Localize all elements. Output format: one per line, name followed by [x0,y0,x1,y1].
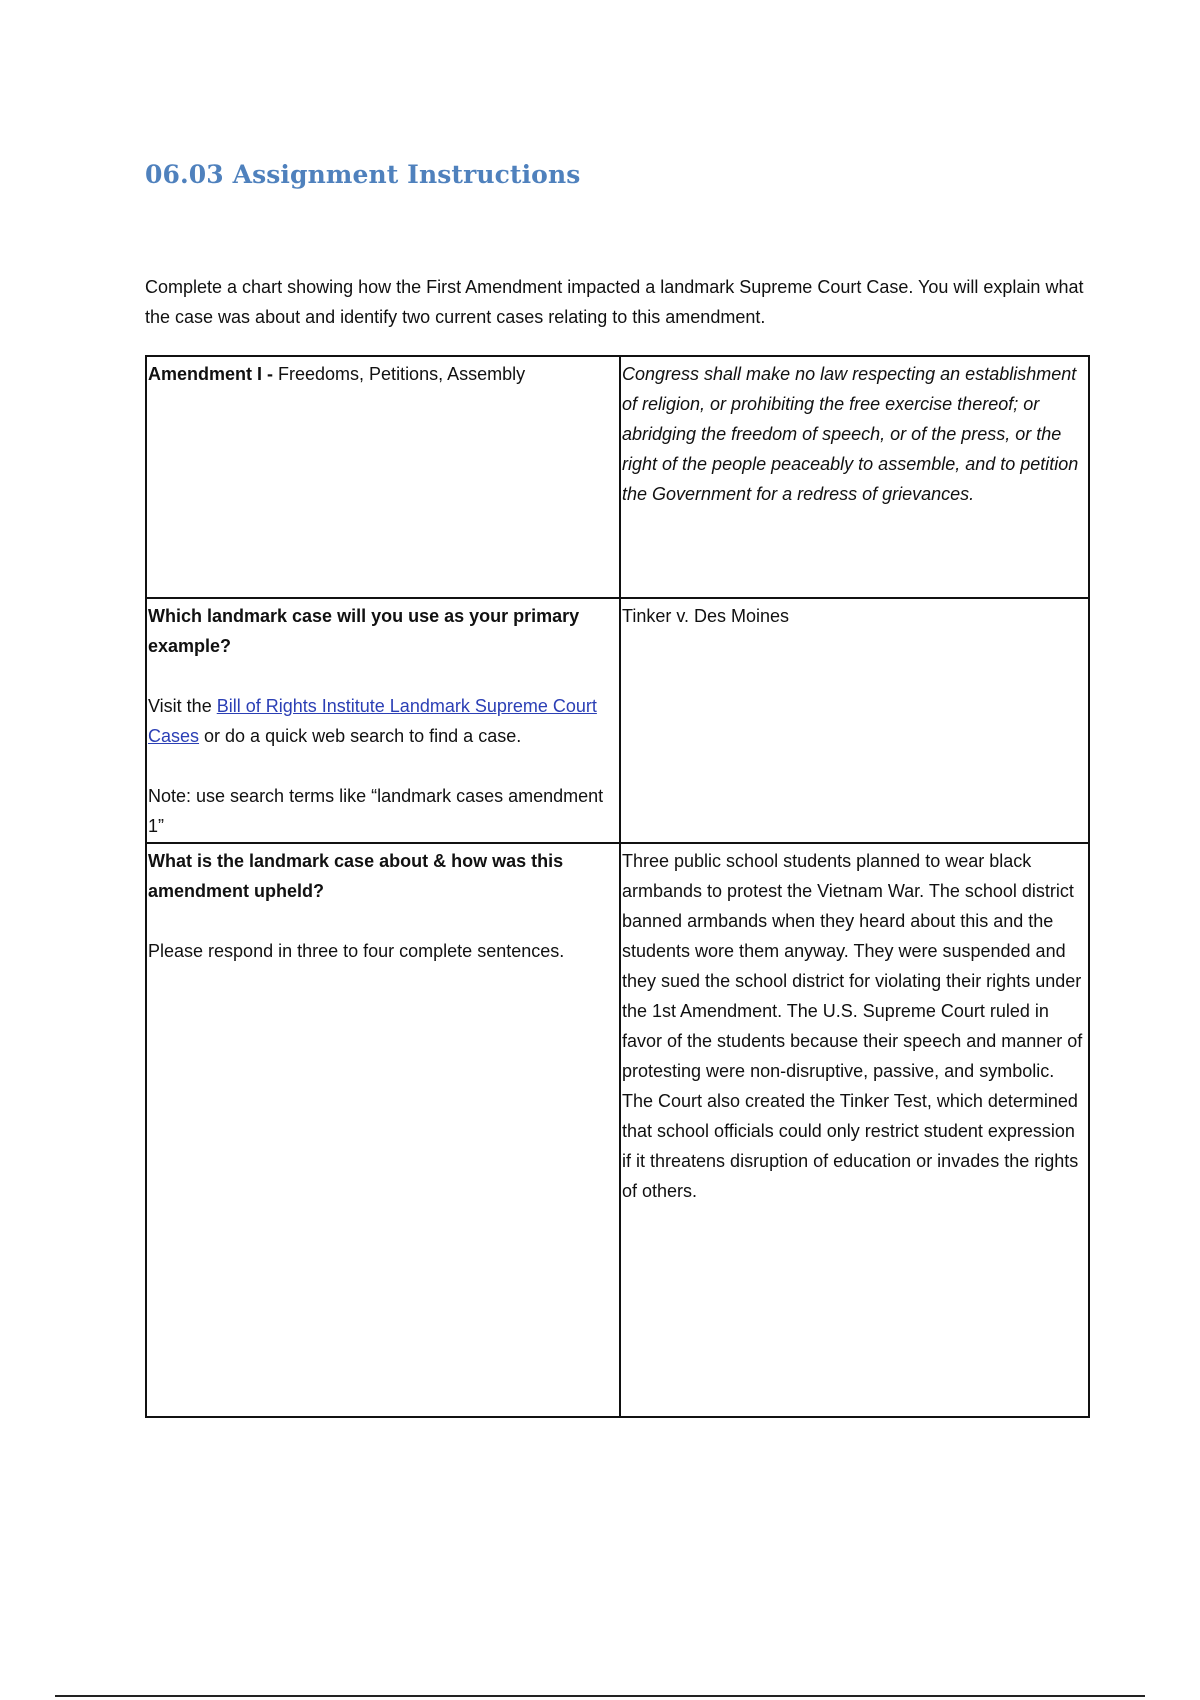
summary-answer-cell[interactable] [620,843,1089,1417]
visit-instruction [148,691,618,751]
amendment-label-rest: Freedoms, Petitions, Assembly [273,364,526,384]
chart-row-amendment [146,356,1089,598]
landmark-question-cell [146,598,620,843]
amendment-label-bold: Amendment I - [148,364,274,384]
visit-prefix: Visit the [148,696,217,716]
landmark-answer: Tinker v. Des Moines [622,606,790,626]
chart-row-landmark-case [146,598,1089,843]
landmark-question: Which landmark case will you use as your primary example? [148,606,580,656]
amendment-text-cell [620,356,1089,598]
amendment-label-cell [146,356,620,598]
amendment-chart [145,355,1090,1418]
summary-answer: Three public school students planned to wear black armbands to protest the Vietnam War. The school district banned armbands when they heard about this and the students wore them anyway. They were suspended and they sued the school district for violating their rights under the 1st Amendment. The U.S. Supreme Court ruled in favor of the students because their speech and manner of protesting were non-disruptive, passive, and symbolic. The Court also created the Tinker Test, which determined that school officials could only restrict student expression if it threatens disruption of education or invades the rights of others. [622,851,1083,1201]
search-note: Note: use search terms like “landmark cases amendment 1” [148,786,604,836]
intro-paragraph: Complete a chart showing how the First Amendment impacted a landmark Supreme Court Case. You will explain what the case was about and identify two current cases relating to this amendment. [145,277,1084,327]
page-title: 06.03 Assignment Instructions [145,160,581,189]
summary-question-cell [146,843,620,1417]
landmark-answer-cell[interactable] [620,598,1089,843]
footer-divider [55,1695,1145,1697]
visit-suffix: or do a quick web search to find a case. [199,726,522,746]
summary-instruction: Please respond in three to four complete sentences. [148,941,565,961]
summary-question: What is the landmark case about & how was this amendment upheld? [148,851,564,901]
bill-of-rights-link[interactable]: Bill of Rights Institute Landmark Supreme Court Cases [148,696,597,746]
chart-row-case-summary [146,843,1089,1417]
amendment-text: Congress shall make no law respecting an establishment of religion, or prohibiting the free exercise thereof; or abridging the freedom of speech, or of the press, or the right of the people peaceably to assemble, and to petition the Government for a redress of grievances. [622,364,1079,504]
amendment-label [148,359,618,389]
